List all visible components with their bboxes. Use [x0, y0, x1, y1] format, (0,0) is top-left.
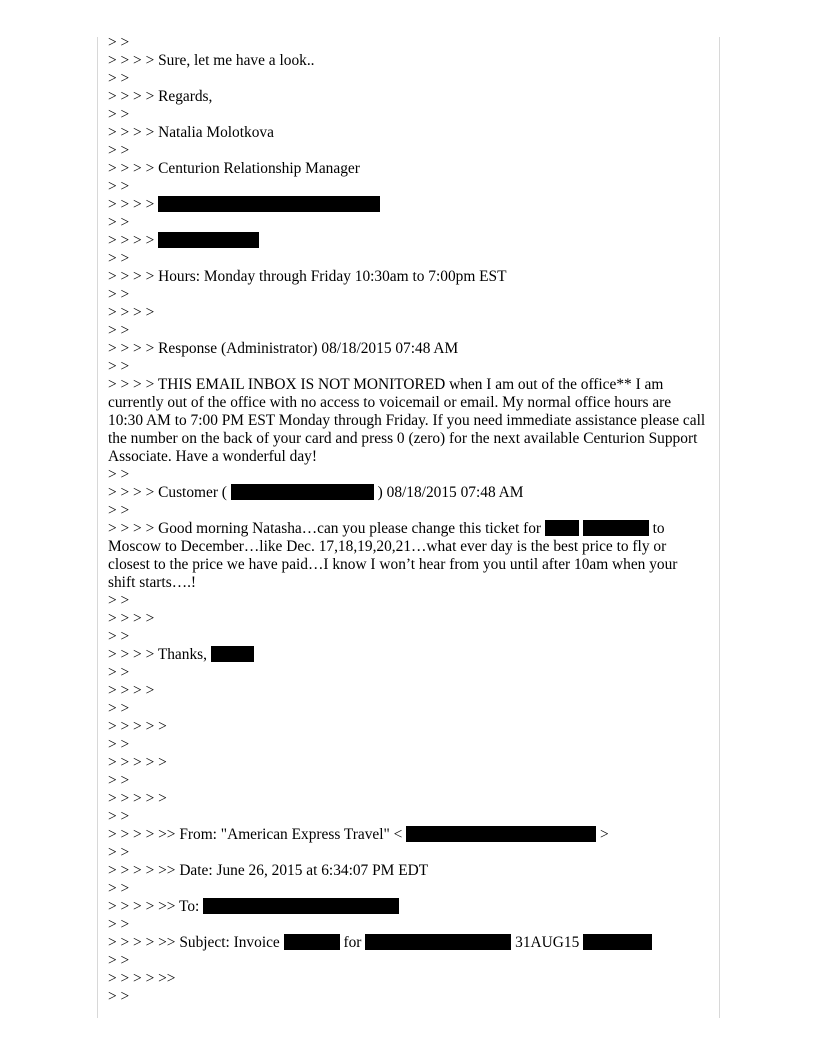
quote-line	[108, 196, 708, 214]
quote-line: > >	[108, 142, 130, 159]
quote-marker: > > > >	[108, 196, 155, 213]
quote-line: > > > > >	[108, 754, 167, 771]
quote-line: > > > > Regards,	[108, 88, 213, 105]
quote-line: > > > > Sure, let me have a look..	[108, 52, 315, 69]
quote-line	[108, 232, 708, 250]
redaction-block	[284, 934, 340, 950]
quote-line: > >	[108, 34, 130, 51]
signature-role: > > > > Centurion Relationship Manager	[108, 160, 360, 177]
email-thread-text	[108, 34, 708, 1006]
signature-name: > > > > Natalia Molotkova	[108, 124, 274, 141]
thanks-line	[108, 646, 708, 664]
quote-line: > >	[108, 70, 130, 87]
redaction-block	[211, 646, 254, 662]
to-line	[108, 898, 708, 916]
from-label: > > > > >> From: "American Express Travel" <	[108, 826, 403, 843]
redaction-block	[365, 934, 511, 950]
quote-line: > >	[108, 880, 130, 897]
quote-line: > >	[108, 178, 130, 195]
redaction-block	[231, 484, 374, 500]
subject-label: > > > > >> Subject: Invoice	[108, 934, 280, 951]
quote-line: > >	[108, 844, 130, 861]
quote-line: > > > >	[108, 304, 155, 321]
to-label: > > > > >> To:	[108, 898, 200, 915]
quote-line: > >	[108, 628, 130, 645]
subject-date: 31AUG15	[515, 934, 580, 951]
quote-line: > >	[108, 358, 130, 375]
auto-reply-notice: > > > > THIS EMAIL INBOX IS NOT MONITORED when I am out of the office** I am currently out of the office with no access to voicemail or email. My normal office hours are 10:30 AM to 7:00 PM EST Monday through Friday. If you need immediate assistance please call the number on the back of your card and press 0 (zero) for the next available Centurion Support Associate. Have a wonderful day!	[108, 376, 706, 465]
quote-line: > > > > >	[108, 718, 167, 735]
quote-line: > >	[108, 736, 130, 753]
quote-line: > >	[108, 286, 130, 303]
customer-label: > > > > Customer (	[108, 484, 227, 501]
quote-line: > >	[108, 664, 130, 681]
redaction-block	[203, 898, 399, 914]
subject-for: for	[343, 934, 362, 951]
page-border-left	[97, 37, 98, 1018]
page-border-right	[719, 37, 720, 1018]
redaction-block	[406, 826, 596, 842]
redaction-block	[158, 196, 380, 212]
customer-message-end: to Moscow to December…like Dec. 17,18,19,20,21…what ever day is the best price to fly or closest to the price we have paid…I know I won’t hear from you until after 10am when your shift starts….!	[108, 520, 678, 591]
from-line	[108, 826, 708, 844]
quote-line: > >	[108, 250, 130, 267]
office-hours: > > > > Hours: Monday through Friday 10:30am to 7:00pm EST	[108, 268, 507, 285]
quote-line: > >	[108, 808, 130, 825]
quote-line: > >	[108, 214, 130, 231]
customer-header	[108, 484, 708, 502]
from-close: >	[600, 826, 609, 843]
quote-line: > >	[108, 502, 130, 519]
customer-message	[108, 520, 708, 592]
subject-line	[108, 934, 708, 952]
customer-message-start: > > > > Good morning Natasha…can you please change this ticket for	[108, 520, 542, 537]
quote-line: > >	[108, 700, 130, 717]
quote-line: > > > >	[108, 682, 155, 699]
quote-line: > >	[108, 952, 130, 969]
quote-line: > >	[108, 106, 130, 123]
thanks-text: > > > > Thanks,	[108, 646, 207, 663]
quote-line: > > > > >	[108, 790, 167, 807]
quote-line: > > > >	[108, 610, 155, 627]
redaction-block	[158, 232, 259, 248]
date-line: > > > > >> Date: June 26, 2015 at 6:34:07 PM EDT	[108, 862, 429, 879]
quote-line: > >	[108, 988, 130, 1005]
response-header: > > > > Response (Administrator) 08/18/2015 07:48 AM	[108, 340, 459, 357]
quote-line: > >	[108, 592, 130, 609]
redaction-block	[545, 520, 579, 536]
quote-marker: > > > >	[108, 232, 155, 249]
quote-line: > >	[108, 466, 130, 483]
quote-line: > > > > >>	[108, 970, 176, 987]
redaction-block	[583, 934, 652, 950]
customer-timestamp: ) 08/18/2015 07:48 AM	[377, 484, 524, 501]
redaction-block	[583, 520, 649, 536]
quote-line: > >	[108, 322, 130, 339]
quote-line: > >	[108, 916, 130, 933]
quote-line: > >	[108, 772, 130, 789]
